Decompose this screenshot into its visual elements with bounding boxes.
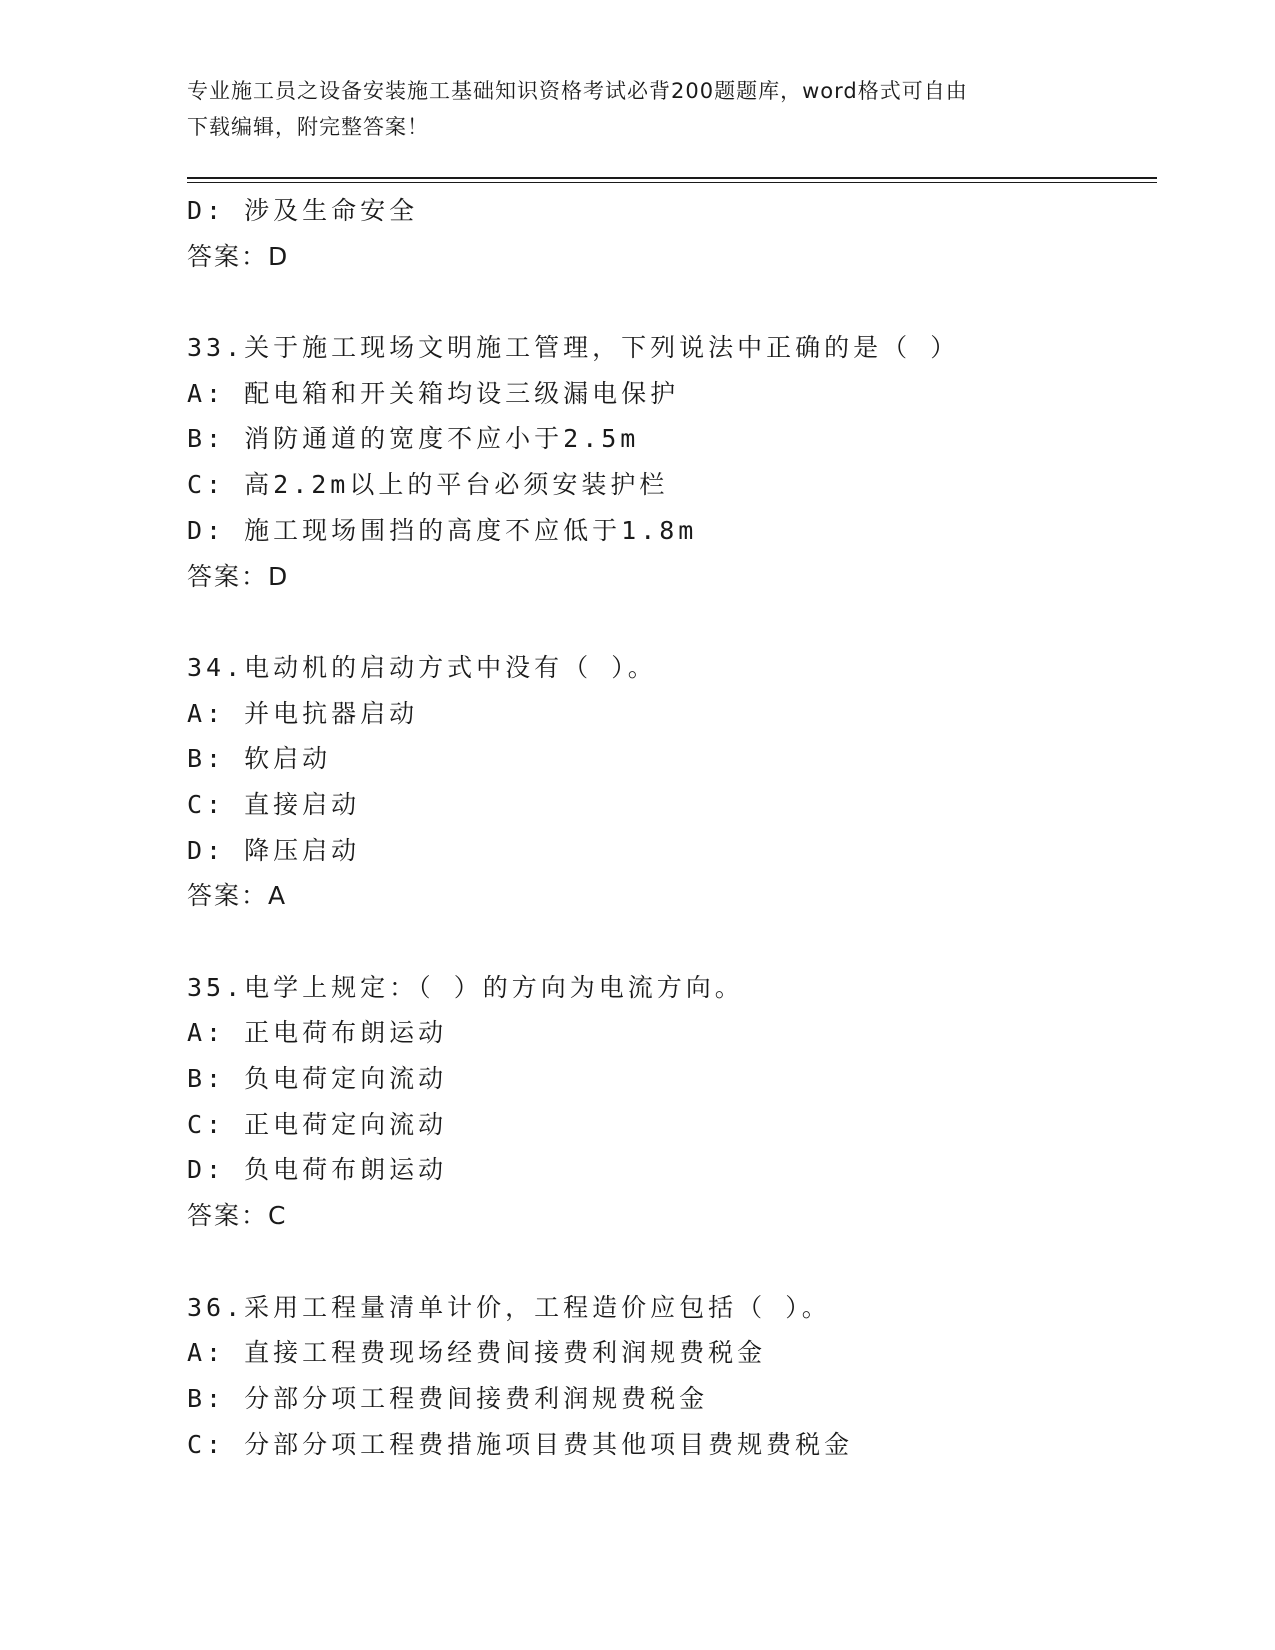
- option-b: B: 消防通道的宽度不应小于2.5m: [187, 424, 640, 454]
- option-a: A: 直接工程费现场经费间接费利润规费税金: [187, 1338, 767, 1368]
- question-stem: 35.电学上规定：（ ）的方向为电流方向。: [187, 972, 744, 1002]
- option-d: D: 降压启动: [187, 835, 361, 865]
- option-c: C: 直接启动: [187, 789, 361, 819]
- header-divider-thin: [187, 182, 1157, 183]
- header-line-2: 下载编辑，附完整答案！: [187, 115, 429, 139]
- option-b: B: 分部分项工程费间接费利润规费税金: [187, 1383, 709, 1413]
- option-d: D: 涉及生命安全: [187, 196, 419, 225]
- question-34: [187, 645, 1157, 919]
- header-divider-thick: [187, 177, 1157, 179]
- option-a: A: 配电箱和开关箱均设三级漏电保护: [187, 378, 680, 408]
- question-35: [187, 965, 1157, 1239]
- spacer: [187, 599, 1157, 645]
- option-b: B: 负电荷定向流动: [187, 1064, 448, 1094]
- answer-line: 答案：A: [187, 881, 288, 911]
- answer-line: 答案：D: [187, 561, 290, 591]
- option-b: B: 软启动: [187, 744, 332, 774]
- question-list: [187, 188, 1157, 1467]
- answer-line: 答案：D: [187, 241, 290, 271]
- option-c: C: 高2.2m以上的平台必须安装护栏: [187, 470, 669, 500]
- question-stem: 34.电动机的启动方式中没有（ ）。: [187, 652, 657, 682]
- option-d: D: 负电荷布朗运动: [187, 1155, 448, 1185]
- question-33: [187, 325, 1157, 599]
- question-36: [187, 1285, 1157, 1468]
- document-header: [187, 73, 1067, 145]
- option-c: C: 正电荷定向流动: [187, 1109, 448, 1139]
- spacer: [187, 279, 1157, 325]
- header-line-1: 专业施工员之设备安装施工基础知识资格考试必背200题题库，word格式可自由: [187, 79, 968, 103]
- option-a: A: 并电抗器启动: [187, 698, 419, 728]
- option-d: D: 施工现场围挡的高度不应低于1.8m: [187, 515, 698, 545]
- spacer: [187, 1239, 1157, 1285]
- question-stem: 36.采用工程量清单计价，工程造价应包括（ ）。: [187, 1292, 831, 1322]
- option-c: C: 分部分项工程费措施项目费其他项目费规费税金: [187, 1429, 854, 1459]
- answer-line: 答案：C: [187, 1201, 288, 1231]
- option-a: A: 正电荷布朗运动: [187, 1018, 448, 1048]
- spacer: [187, 919, 1157, 965]
- question-stem: 33.关于施工现场文明施工管理，下列说法中正确的是（ ）: [187, 333, 960, 363]
